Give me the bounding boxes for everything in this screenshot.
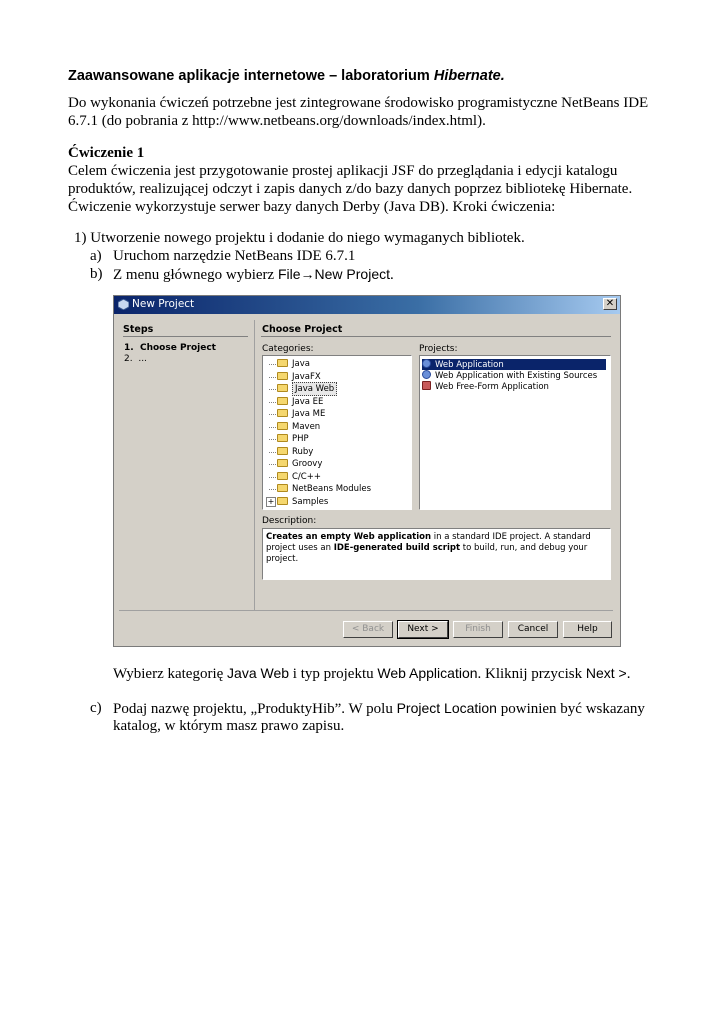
step-label: ... <box>138 354 147 364</box>
cancel-button[interactable]: Cancel <box>508 621 558 638</box>
choose-term-1: Java Web <box>227 665 290 681</box>
title-italic: Hibernate. <box>433 68 505 84</box>
categories-label-text: Categories: <box>262 344 314 354</box>
button-divider <box>119 610 613 611</box>
section-divider <box>261 336 611 337</box>
project-web-free-form[interactable]: Web Free-Form Application <box>422 381 549 392</box>
step-b <box>113 265 394 284</box>
folder-icon <box>277 497 288 505</box>
step-c-text-1: Podaj nazwę projektu, „ProduktyHib”. W polu <box>113 701 397 717</box>
globe-icon <box>422 370 431 379</box>
close-button[interactable]: ✕ <box>603 298 617 310</box>
step-num: 1. <box>124 343 134 353</box>
step-item-1 <box>124 343 216 353</box>
choose-text-1: Wybierz kategorię <box>113 666 228 682</box>
finish-button[interactable]: Finish <box>453 621 503 638</box>
step-c-term: Project Location <box>396 700 497 716</box>
step-a: Uruchom narzędzie NetBeans IDE 6.7.1 <box>113 248 356 264</box>
section-heading: Choose Project <box>262 324 343 335</box>
step-c-text-2: powinien być wskazany <box>496 701 645 717</box>
intro-line-2: 6.7.1 (do pobrania z http://www.netbeans.org/downloads/index.html). <box>68 113 486 129</box>
folder-icon <box>277 484 288 492</box>
choose-term-2: Web Application <box>377 665 478 681</box>
folder-icon <box>277 384 288 392</box>
step-1: 1) Utworzenie nowego projektu i dodanie do niego wymaganych bibliotek. <box>74 230 525 246</box>
folder-icon <box>277 434 288 442</box>
steps-divider <box>123 336 248 337</box>
projects-label-text: Projects: <box>419 344 458 354</box>
dialog-title: New Project <box>132 298 195 310</box>
back-button[interactable]: < Back <box>343 621 393 638</box>
folder-icon <box>277 459 288 467</box>
step-a-marker: a) <box>90 248 102 264</box>
folder-icon <box>277 372 288 380</box>
choose-text-3: . Kliknij przycisk <box>477 666 586 682</box>
exercise-line-2: produktów, realizującej odczyt i zapis danych z/do bazy danych poprzez bibliotekę Hibernate. <box>68 181 633 197</box>
folder-icon <box>277 472 288 480</box>
desc-text-1: in a standard IDE project. A standard project uses an <box>266 532 591 553</box>
step-b-marker: b) <box>90 266 103 282</box>
description-label <box>262 516 316 526</box>
panel-separator <box>254 320 255 610</box>
description-label-text: Description: <box>262 516 317 526</box>
folder-icon <box>277 359 288 367</box>
globe-icon <box>422 359 431 368</box>
step-b-term: File→New Project <box>277 266 390 282</box>
categories-label <box>262 344 314 354</box>
step-b-end: . <box>390 267 394 283</box>
folder-icon <box>277 397 288 405</box>
steps-heading: Steps <box>123 324 154 335</box>
choose-term-3: Next > <box>585 665 627 681</box>
exercise-line-1: Celem ćwiczenia jest przygotowanie prostej aplikacji JSF do przeglądania i edycji katalogu <box>68 163 618 179</box>
folder-icon <box>277 422 288 430</box>
intro-line-1: Do wykonania ćwiczeń potrzebne jest zintegrowane środowisko programistyczne NetBeans IDE <box>68 95 649 111</box>
document-title <box>68 68 505 84</box>
step-c-line-2: katalog, w którym masz prawo zapisu. <box>113 718 345 734</box>
desc-bold-1: Creates an empty Web application <box>266 532 432 542</box>
dialog-titlebar <box>114 296 620 314</box>
folder-icon <box>277 409 288 417</box>
description-box <box>262 528 611 580</box>
step-c-marker: c) <box>90 700 102 716</box>
title-text: Zaawansowane aplikacje internetowe – laboratorium <box>68 68 434 84</box>
step-item-2 <box>124 354 147 364</box>
step-num: 2. <box>124 354 133 364</box>
folder-icon <box>277 447 288 455</box>
project-web-app-existing-sources[interactable]: Web Application with Existing Sources <box>422 370 597 381</box>
netbeans-icon <box>118 299 129 310</box>
help-button[interactable]: Help <box>563 621 612 638</box>
desc-text-2: to build, run, and debug your project. <box>266 543 588 564</box>
projects-list[interactable] <box>419 355 611 510</box>
step-c <box>113 699 645 718</box>
step-label: Choose Project <box>139 343 216 353</box>
next-button[interactable]: Next > <box>398 621 448 638</box>
expand-icon[interactable]: + <box>267 496 275 506</box>
step-b-text: Z menu głównego wybierz <box>113 267 278 283</box>
exercise-title: Ćwiczenie 1 <box>68 145 145 161</box>
choose-instruction <box>113 664 630 683</box>
project-web-application[interactable]: Web Application <box>422 359 606 370</box>
choose-text-4: . <box>626 666 631 682</box>
freeform-icon <box>422 381 431 390</box>
choose-text-2: i typ projektu <box>289 666 378 682</box>
new-project-dialog <box>113 295 621 647</box>
projects-label <box>419 344 458 354</box>
desc-bold-2: IDE-generated build script <box>333 543 461 553</box>
exercise-line-3: Ćwiczenie wykorzystuje serwer bazy danych Derby (Java DB). Kroki ćwiczenia: <box>68 199 556 215</box>
categories-tree[interactable]: Java JavaFX Java Web Java EE Java ME Maven PHP Ruby Groovy C/C++ NetBeans Modules + Samples <box>262 355 412 510</box>
